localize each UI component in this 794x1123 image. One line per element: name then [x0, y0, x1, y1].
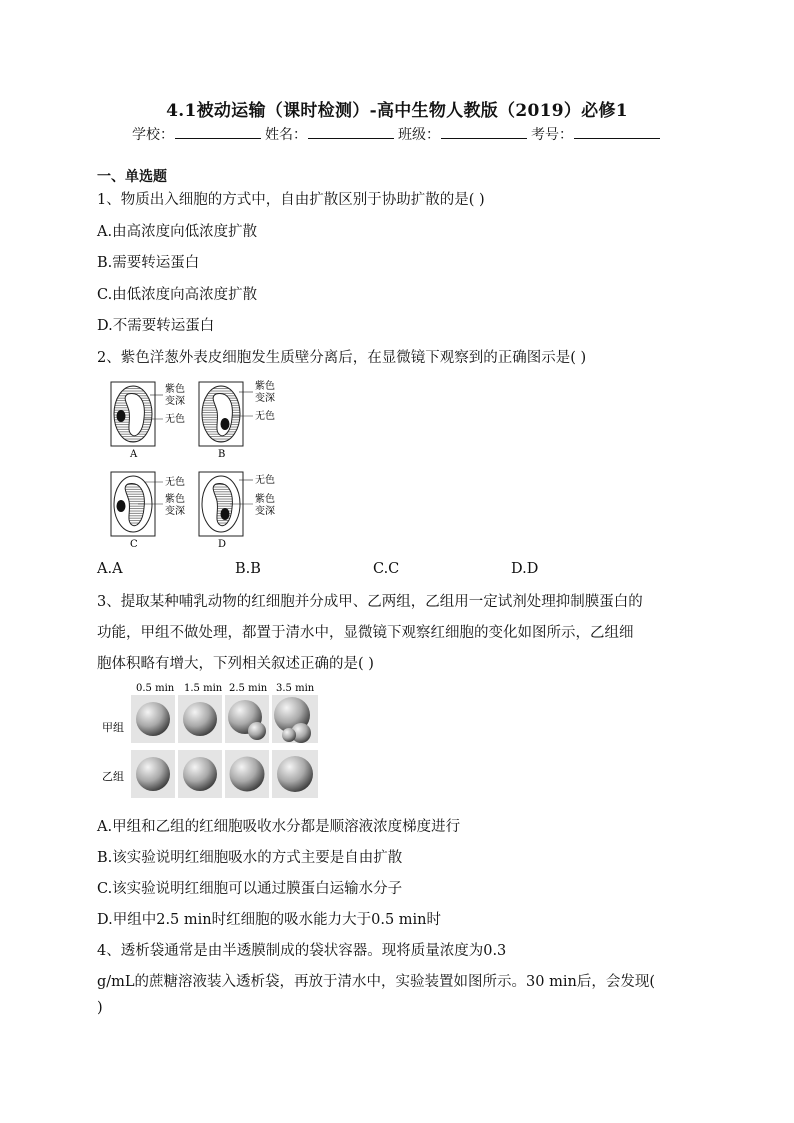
- panel-a-label-deep: 变深: [165, 396, 185, 407]
- cell-bulge: [248, 722, 266, 740]
- red-blood-cell-figure: [100, 680, 325, 802]
- time-label-2: 1.5 min: [184, 683, 223, 694]
- number-blank[interactable]: [574, 124, 660, 139]
- red-blood-cell: [277, 756, 313, 792]
- q3-stem-line-2: 功能，甲组不做处理，都置于清水中，显微镜下观察红细胞的变化如图所示，乙组细: [97, 625, 634, 641]
- red-blood-cell: [136, 702, 170, 736]
- cell-panel-d[interactable]: [199, 472, 253, 536]
- time-label-3: 2.5 min: [229, 683, 268, 694]
- red-blood-cell: [136, 757, 170, 791]
- red-blood-cell: [183, 702, 217, 736]
- name-blank[interactable]: [308, 124, 394, 139]
- school-label: 学校：: [132, 127, 174, 143]
- q1-option-d[interactable]: D.不需要转运蛋白: [97, 318, 215, 334]
- panel-c-letter: C: [130, 539, 138, 550]
- q3-option-d[interactable]: D.甲组中2.5 min时红细胞的吸水能力大于0.5 min时: [97, 912, 442, 928]
- panel-c-label-colorless: 无色: [165, 477, 185, 488]
- class-label: 班级：: [398, 127, 440, 143]
- panel-b-letter: B: [218, 449, 226, 460]
- panel-d-label-colorless: 无色: [255, 475, 275, 486]
- time-label-4: 3.5 min: [276, 683, 315, 694]
- cell-panel-c[interactable]: [111, 472, 163, 536]
- panel-d-letter: D: [218, 539, 227, 550]
- page-title: 4.1被动运输（课时检测）-高中生物人教版（2019）必修1: [166, 101, 628, 121]
- q2-option-a[interactable]: A.A: [97, 561, 123, 577]
- red-blood-cell: [230, 757, 265, 792]
- q2-stem: 2、紫色洋葱外表皮细胞发生质壁分离后，在显微镜下观察到的正确图示是( ): [97, 350, 587, 366]
- panel-a-label-purple: 紫色: [165, 384, 185, 395]
- red-blood-cell: [183, 757, 217, 791]
- number-label: 考号：: [531, 127, 573, 143]
- q1-option-a[interactable]: A.由高浓度向低浓度扩散: [97, 224, 258, 240]
- q4-stem-line-2: g/mL的蔗糖溶液装入透析袋，再放于清水中，实验装置如图所示。30 min后，会发现(: [97, 974, 655, 990]
- panel-b-label-colorless: 无色: [255, 411, 275, 422]
- q2-option-b[interactable]: B.B: [235, 561, 261, 577]
- q3-option-b[interactable]: B.该实验说明红细胞吸水的方式主要是自由扩散: [97, 850, 403, 866]
- cell-panel-a[interactable]: [111, 382, 163, 446]
- onion-cell-figure: [106, 378, 296, 550]
- q3-option-a[interactable]: A.甲组和乙组的红细胞吸收水分都是顺溶液浓度梯度进行: [97, 819, 461, 835]
- q4-stem-line-1: 4、透析袋通常是由半透膜制成的袋状容器。现将质量浓度为0.3: [97, 943, 507, 959]
- q2-options: [97, 561, 657, 577]
- panel-b-label-purple: 紫色: [255, 381, 275, 392]
- cell-panel-b[interactable]: [199, 382, 253, 446]
- panel-d-label-purple: 紫色: [255, 494, 275, 505]
- name-label: 姓名：: [265, 127, 307, 143]
- q3-stem-line-3: 胞体积略有增大，下列相关叙述正确的是( ): [97, 656, 374, 672]
- q1-stem: 1、物质出入细胞的方式中，自由扩散区别于协助扩散的是( ): [97, 192, 485, 208]
- panel-a-label-colorless: 无色: [165, 414, 185, 425]
- student-info-row: [0, 124, 794, 144]
- school-blank[interactable]: [175, 124, 261, 139]
- panel-c-label-purple: 紫色: [165, 494, 185, 505]
- panel-a-letter: A: [130, 449, 138, 460]
- q3-option-c[interactable]: C.该实验说明红细胞可以通过膜蛋白运输水分子: [97, 881, 403, 897]
- class-blank[interactable]: [441, 124, 527, 139]
- panel-c-label-deep: 变深: [165, 506, 185, 517]
- q2-option-d[interactable]: D.D: [511, 561, 539, 577]
- q4-stem-line-3: ): [97, 1000, 103, 1016]
- q2-option-c[interactable]: C.C: [373, 561, 400, 577]
- row-label-yi: 乙组: [102, 770, 124, 783]
- panel-d-label-deep: 变深: [255, 506, 275, 517]
- cell-bulge: [282, 728, 296, 742]
- panel-b-label-deep: 变深: [255, 393, 275, 404]
- q3-stem-line-1: 3、提取某种哺乳动物的红细胞并分成甲、乙两组，乙组用一定试剂处理抑制膜蛋白的: [97, 594, 643, 610]
- row-label-jia: 甲组: [102, 721, 124, 734]
- section-heading: 一、单选题: [97, 169, 167, 185]
- q1-option-b[interactable]: B.需要转运蛋白: [97, 255, 200, 271]
- time-label-1: 0.5 min: [136, 683, 175, 694]
- q1-option-c[interactable]: C.由低浓度向高浓度扩散: [97, 287, 258, 303]
